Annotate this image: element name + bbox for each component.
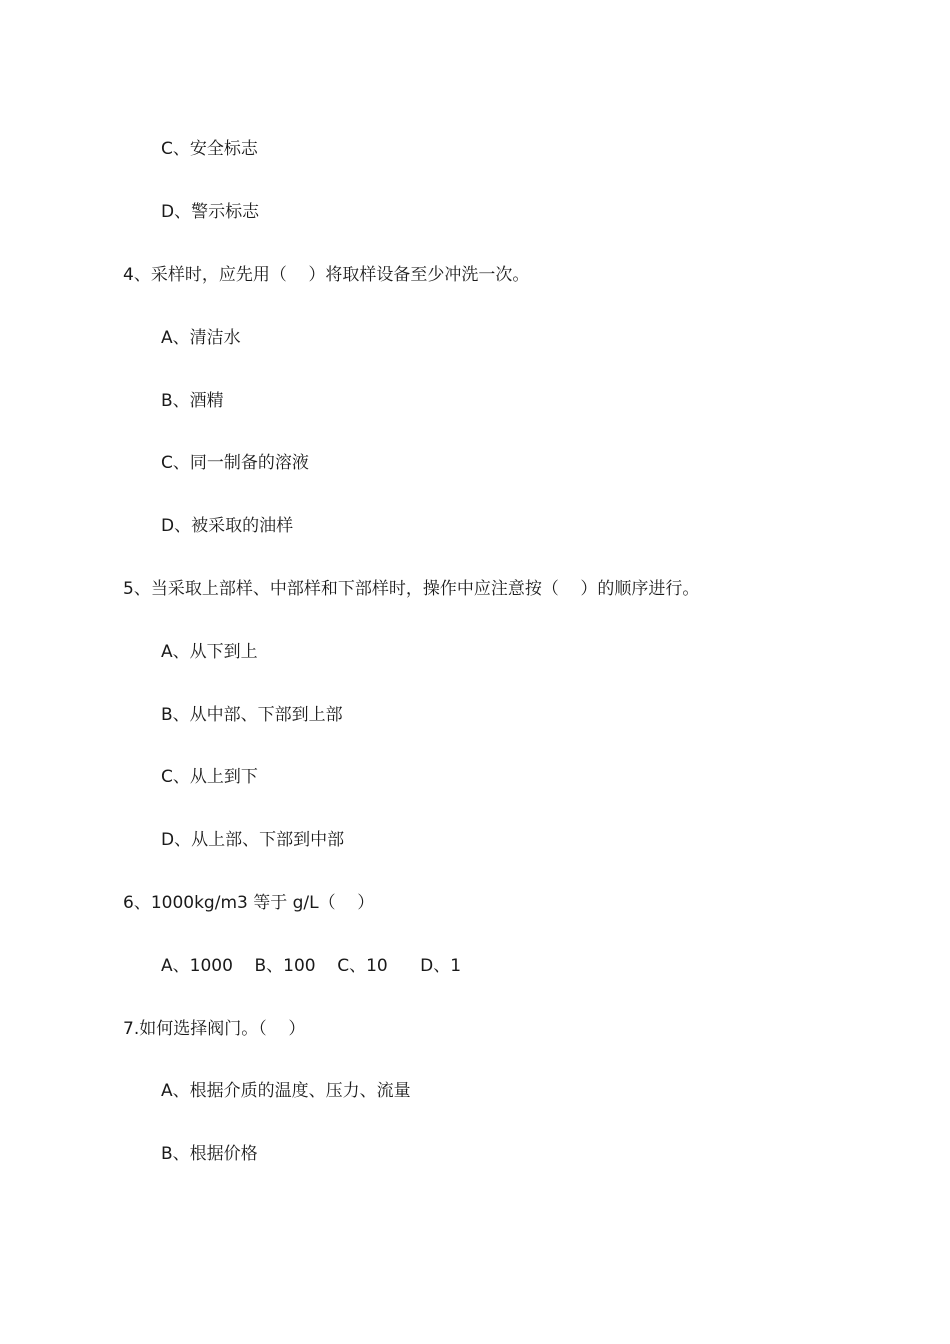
option-5a: A、从下到上 — [161, 642, 258, 662]
question-5: 5、当采取上部样、中部样和下部样时，操作中应注意按（ ）的顺序进行。 — [123, 579, 700, 599]
option-4a: A、清洁水 — [161, 328, 241, 348]
option-5c: C、从上到下 — [161, 767, 258, 787]
option-5b: B、从中部、下部到上部 — [161, 705, 343, 725]
option-4c: C、同一制备的溶液 — [161, 453, 309, 473]
option-7a: A、根据介质的温度、压力、流量 — [161, 1081, 411, 1101]
option-4b: B、酒精 — [161, 391, 224, 411]
option-4d: D、被采取的油样 — [161, 516, 294, 536]
question-7: 7.如何选择阀门。（ ） — [123, 1019, 306, 1039]
option-7b: B、根据价格 — [161, 1144, 258, 1164]
question-4: 4、采样时，应先用（ ）将取样设备至少冲洗一次。 — [123, 265, 530, 285]
question-6: 6、1000kg/m3 等于 g/L（ ） — [123, 893, 375, 913]
option-3d: D、警示标志 — [161, 202, 260, 222]
option-3c: C、安全标志 — [161, 139, 258, 159]
option-5d: D、从上部、下部到中部 — [161, 830, 345, 850]
options-6: A、1000 B、100 C、10 D、1 — [161, 956, 462, 976]
